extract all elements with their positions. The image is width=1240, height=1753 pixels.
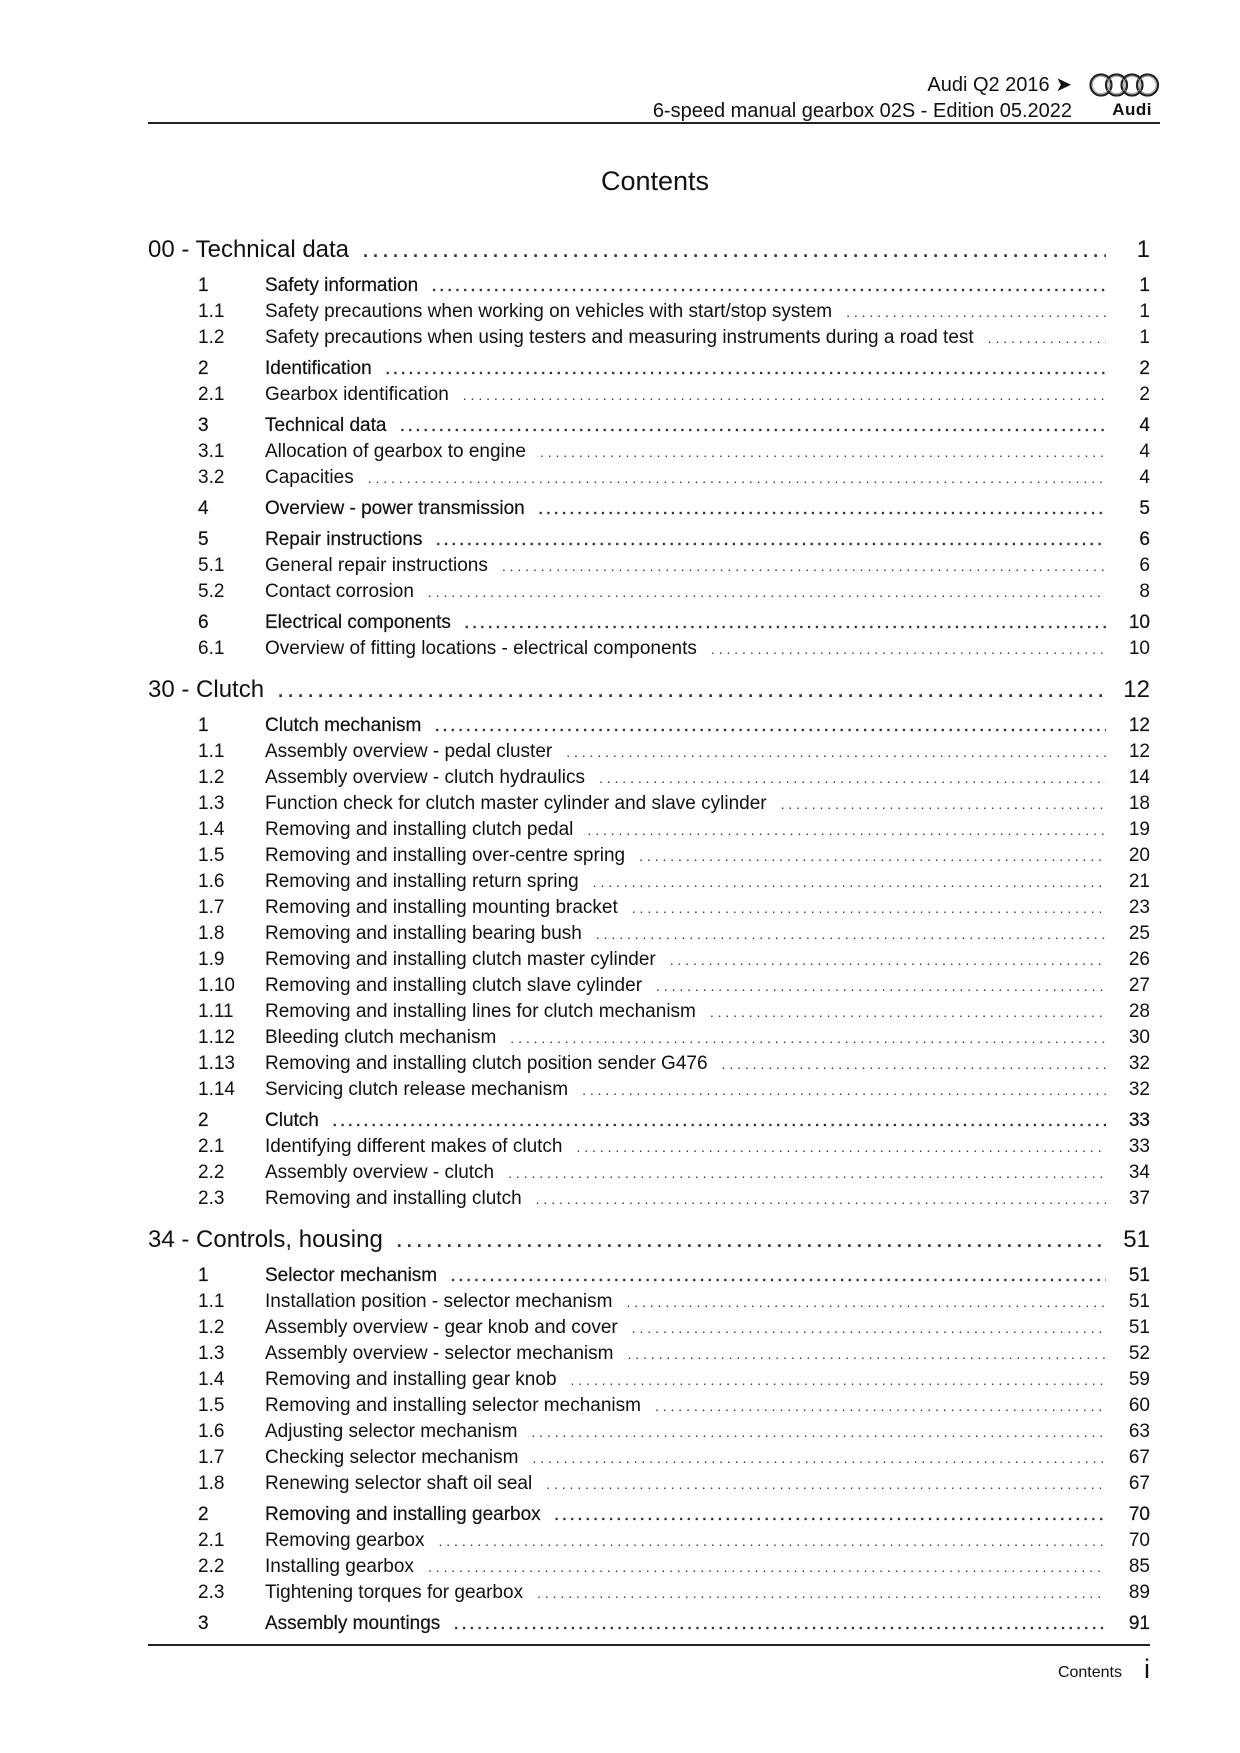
toc-subsection[interactable] [148, 1317, 1150, 1343]
toc-entry-title[interactable]: Overview of fitting locations - electrical components [265, 638, 697, 659]
toc-entry-page[interactable]: 1 [1136, 236, 1150, 263]
toc-entry-title[interactable]: Overview - power transmission [265, 498, 525, 519]
toc-entry-number: 1.2 [198, 327, 225, 348]
audi-wordmark: Audi [1112, 100, 1152, 119]
toc-entry-title[interactable]: Allocation of gearbox to engine [265, 441, 526, 462]
audi-rings-icon [1088, 72, 1160, 100]
toc-entry-title[interactable]: Removing and installing gear knob [265, 1369, 557, 1390]
toc-section[interactable] [148, 275, 1150, 301]
toc-entry-page[interactable]: 1 [1139, 327, 1150, 348]
dot-leader [278, 681, 1106, 702]
toc-entry-page[interactable]: 34 [1128, 1162, 1150, 1183]
toc-entry-page[interactable]: 4 [1139, 467, 1150, 488]
toc-entry-number: 1.3 [198, 793, 225, 814]
toc-entry-page[interactable]: 10 [1128, 638, 1150, 659]
toc-subsection[interactable] [148, 923, 1150, 949]
toc-section[interactable] [148, 498, 1150, 524]
toc-entry-number: 1.1 [198, 741, 225, 762]
toc-entry-title[interactable]: General repair instructions [265, 555, 488, 576]
dot-leader [540, 444, 1106, 460]
dot-leader [566, 744, 1106, 760]
toc-entry-page[interactable]: 51 [1128, 1317, 1150, 1338]
toc-entry-title[interactable]: Identifying different makes of clutch [265, 1136, 563, 1157]
toc-entry-number: 1.4 [198, 819, 225, 840]
footer-label: Contents [1057, 1664, 1122, 1681]
dot-leader [536, 1191, 1106, 1207]
toc-entry-title[interactable]: 30 - Clutch [148, 676, 265, 703]
dot-leader [546, 1476, 1106, 1492]
toc-entry-title[interactable]: Removing and installing clutch master cylinder [265, 949, 656, 970]
toc-subsection[interactable] [148, 871, 1150, 897]
dot-leader [465, 615, 1106, 631]
toc-entry-number: 1.3 [198, 1343, 225, 1364]
toc-entry-number: 1.14 [198, 1079, 235, 1100]
dot-leader [502, 558, 1106, 574]
toc-entry-title[interactable]: Removing and installing clutch pedal [265, 819, 574, 840]
dot-leader [599, 770, 1106, 786]
toc-entry-title[interactable]: Removing and installing clutch position sender G476 [265, 1053, 708, 1074]
dot-leader [436, 532, 1106, 548]
toc-section[interactable] [148, 529, 1150, 555]
toc-entry-page[interactable]: 59 [1128, 1369, 1150, 1390]
dot-leader [656, 978, 1106, 994]
toc-entry-number: 2.1 [198, 384, 225, 405]
toc-section[interactable] [148, 1504, 1150, 1530]
page-title: Contents [600, 166, 710, 196]
toc-entry-number: 5.1 [198, 555, 225, 576]
dot-leader [596, 926, 1106, 942]
toc-entry-page[interactable]: 5 [1139, 498, 1150, 519]
toc-subsection[interactable] [148, 1530, 1150, 1556]
footer-divider [148, 1644, 1150, 1646]
toc-section[interactable] [148, 1265, 1150, 1291]
dot-leader [846, 304, 1106, 320]
toc-subsection[interactable] [148, 1027, 1150, 1053]
toc-entry-number: 1.9 [198, 949, 225, 970]
toc-entry-page[interactable]: 32 [1128, 1079, 1150, 1100]
toc-chapter[interactable] [148, 676, 1150, 710]
toc-entry-page[interactable]: 89 [1128, 1582, 1150, 1603]
dot-leader [454, 1616, 1106, 1632]
toc-entry-title[interactable]: Identification [265, 358, 372, 379]
toc-entry-page[interactable]: 33 [1128, 1110, 1150, 1131]
toc-subsection[interactable] [148, 441, 1150, 467]
toc-subsection[interactable] [148, 1053, 1150, 1079]
toc-entry-number: 1.6 [198, 871, 225, 892]
toc-entry-number: 1.1 [198, 301, 225, 322]
toc-entry-page[interactable]: 10 [1128, 612, 1150, 633]
toc-subsection[interactable] [148, 384, 1150, 410]
dot-leader [710, 1004, 1106, 1020]
toc-subsection[interactable] [148, 327, 1150, 353]
toc-entry-title[interactable]: Assembly overview - pedal cluster [265, 741, 553, 762]
dot-leader [587, 822, 1106, 838]
toc-entry-page[interactable]: 52 [1128, 1343, 1150, 1364]
toc-entry-page[interactable]: 14 [1128, 767, 1150, 788]
toc-entry-page[interactable]: 30 [1128, 1027, 1150, 1048]
dot-leader [632, 1320, 1106, 1336]
toc-subsection[interactable] [148, 581, 1150, 607]
toc-entry-number: 2.1 [198, 1530, 225, 1551]
dot-leader [532, 1450, 1106, 1466]
dot-leader [539, 501, 1106, 517]
toc-section[interactable] [148, 612, 1150, 638]
dot-leader [537, 1585, 1106, 1601]
toc-entry-title[interactable]: Removing and installing mounting bracket [265, 897, 618, 918]
toc-entry-number: 1.5 [198, 1395, 225, 1416]
dot-leader [639, 848, 1106, 864]
toc-subsection[interactable] [148, 1582, 1150, 1608]
toc-entry-number: 1.5 [198, 845, 225, 866]
toc-entry-number: 1.7 [198, 897, 225, 918]
toc-entry-page[interactable]: 6 [1139, 555, 1150, 576]
toc-entry-page[interactable]: 25 [1128, 923, 1150, 944]
dot-leader [386, 361, 1106, 377]
footer-page-number: i [1144, 1654, 1150, 1684]
toc-subsection[interactable] [148, 1162, 1150, 1188]
dot-leader [655, 1398, 1106, 1414]
toc-entry-page[interactable]: 21 [1128, 871, 1150, 892]
toc-subsection[interactable] [148, 793, 1150, 819]
toc-entry-title[interactable]: Removing gearbox [265, 1530, 425, 1551]
toc-subsection[interactable] [148, 819, 1150, 845]
toc-entry-page[interactable]: 67 [1128, 1447, 1150, 1468]
toc-entry-page[interactable]: 18 [1128, 793, 1150, 814]
toc-entry-title[interactable]: 00 - Technical data [148, 236, 350, 263]
toc-chapter[interactable] [148, 236, 1150, 270]
toc-entry-number: 6.1 [198, 638, 225, 659]
dot-leader [582, 1082, 1106, 1098]
toc-entry-number: 1.10 [198, 975, 235, 996]
toc-subsection[interactable] [148, 949, 1150, 975]
toc-entry-page[interactable]: 70 [1128, 1530, 1150, 1551]
toc-entry-title[interactable]: Assembly overview - selector mechanism [265, 1343, 614, 1364]
toc-subsection[interactable] [148, 845, 1150, 871]
toc-entry-title[interactable]: Capacities [265, 467, 354, 488]
dot-leader [555, 1507, 1106, 1523]
dot-leader [438, 1533, 1106, 1549]
toc-entry-title[interactable]: Installing gearbox [265, 1556, 414, 1577]
toc-subsection[interactable] [148, 897, 1150, 923]
toc-entry-title[interactable]: Removing and installing clutch slave cylinder [265, 975, 643, 996]
toc-entry-number: 6 [198, 612, 209, 633]
toc-entry-number: 5 [198, 529, 209, 550]
toc-entry-page[interactable]: 20 [1128, 845, 1150, 866]
toc-entry-title[interactable]: Electrical components [265, 612, 451, 633]
toc-entry-number: 2 [198, 358, 209, 379]
toc-entry-page[interactable]: 91 [1128, 1613, 1150, 1634]
dot-leader [781, 796, 1106, 812]
dot-leader [400, 418, 1106, 434]
toc-entry-title[interactable]: Installation position - selector mechanism [265, 1291, 613, 1312]
toc-subsection[interactable] [148, 1447, 1150, 1473]
dot-leader [711, 641, 1106, 657]
toc-entry-number: 1.8 [198, 1473, 225, 1494]
dot-leader [632, 900, 1106, 916]
toc-entry-page[interactable]: 1 [1139, 275, 1150, 296]
toc-entry-number: 1.2 [198, 1317, 225, 1338]
toc-entry-number: 2.3 [198, 1188, 225, 1209]
toc-subsection[interactable] [148, 1395, 1150, 1421]
toc-entry-title[interactable]: Checking selector mechanism [265, 1447, 519, 1468]
toc-entry-title[interactable]: Servicing clutch release mechanism [265, 1079, 569, 1100]
header-text [653, 72, 1072, 124]
toc-entry-number: 2.3 [198, 1582, 225, 1603]
toc-entry-title[interactable]: Safety precautions when working on vehicles with start/stop system [265, 301, 833, 322]
toc-entry-title[interactable]: Removing and installing clutch [265, 1188, 522, 1209]
dot-leader [428, 584, 1106, 600]
toc-entry-page[interactable]: 19 [1128, 819, 1150, 840]
dot-leader [510, 1030, 1106, 1046]
toc-entry-title[interactable]: Gearbox identification [265, 384, 449, 405]
toc-entry-page[interactable]: 12 [1123, 676, 1150, 703]
dot-leader [531, 1424, 1106, 1440]
toc-entry-title[interactable]: Assembly overview - clutch hydraulics [265, 767, 585, 788]
toc-entry-title[interactable]: Technical data [265, 415, 387, 436]
toc-entry-page[interactable]: 26 [1128, 949, 1150, 970]
toc-subsection[interactable] [148, 467, 1150, 493]
toc-entry-title[interactable]: Assembly overview - clutch [265, 1162, 495, 1183]
toc-entry-title[interactable]: Adjusting selector mechanism [265, 1421, 518, 1442]
toc-entry-page[interactable]: 67 [1128, 1473, 1150, 1494]
toc-subsection[interactable] [148, 1079, 1150, 1105]
toc-entry-number: 2 [198, 1110, 209, 1131]
toc-entry-title[interactable]: Removing and installing return spring [265, 871, 579, 892]
toc-section[interactable] [148, 415, 1150, 441]
toc-entry-page[interactable]: 51 [1128, 1265, 1150, 1286]
dot-leader [670, 952, 1106, 968]
toc-entry-title[interactable]: Removing and installing gearbox [265, 1504, 541, 1525]
toc-subsection[interactable] [148, 767, 1150, 793]
dot-leader [626, 1294, 1106, 1310]
toc-subsection[interactable] [148, 1001, 1150, 1027]
dot-leader [435, 718, 1106, 734]
toc-entry-page[interactable]: 27 [1128, 975, 1150, 996]
dot-leader [593, 874, 1106, 890]
toc-subsection[interactable] [148, 1188, 1150, 1214]
toc-entry-title[interactable]: Selector mechanism [265, 1265, 438, 1286]
dot-leader [451, 1268, 1106, 1284]
toc-entry-page[interactable]: 8 [1139, 581, 1150, 602]
dot-leader [363, 241, 1106, 262]
toc-entry-page[interactable]: 60 [1128, 1395, 1150, 1416]
toc-entry-title[interactable]: Assembly overview - gear knob and cover [265, 1317, 618, 1338]
toc-entry-number: 2.1 [198, 1136, 225, 1157]
toc-subsection[interactable] [148, 975, 1150, 1001]
header-divider [148, 122, 1160, 124]
toc-entry-title[interactable]: Clutch [265, 1110, 319, 1131]
toc-entry-number: 1.8 [198, 923, 225, 944]
toc-entry-number: 1.7 [198, 1447, 225, 1468]
toc-entry-page[interactable]: 23 [1128, 897, 1150, 918]
toc-subsection[interactable] [148, 1421, 1150, 1447]
toc-entry-number: 3.2 [198, 467, 225, 488]
dot-leader [463, 387, 1106, 403]
toc-entry-page[interactable]: 32 [1128, 1053, 1150, 1074]
toc-entry-number: 1 [198, 275, 209, 296]
toc-subsection[interactable] [148, 1291, 1150, 1317]
toc-entry-number: 2 [198, 1504, 209, 1525]
toc-entry-page[interactable]: 51 [1128, 1291, 1150, 1312]
toc-entry-title[interactable]: Clutch mechanism [265, 715, 422, 736]
dot-leader [627, 1346, 1106, 1362]
toc-subsection[interactable] [148, 638, 1150, 664]
toc-subsection[interactable] [148, 1556, 1150, 1582]
dot-leader [333, 1113, 1106, 1129]
toc-subsection[interactable] [148, 301, 1150, 327]
toc-chapter[interactable] [148, 1226, 1150, 1260]
toc-entry-page[interactable]: 6 [1139, 529, 1150, 550]
toc-entry-number: 4 [198, 498, 209, 519]
toc-entry-title[interactable]: Removing and installing selector mechanism [265, 1395, 641, 1416]
toc-section[interactable] [148, 715, 1150, 741]
toc-entry-number: 3 [198, 415, 209, 436]
dot-leader [368, 470, 1106, 486]
toc-entry-title[interactable]: Bleeding clutch mechanism [265, 1027, 497, 1048]
toc-entry-page[interactable]: 2 [1139, 358, 1150, 379]
toc-entry-number: 1.2 [198, 767, 225, 788]
toc-entry-page[interactable]: 4 [1139, 441, 1150, 462]
table-of-contents [148, 236, 1150, 1639]
dot-leader [508, 1165, 1106, 1181]
toc-entry-page[interactable]: 12 [1128, 715, 1150, 736]
toc-entry-page[interactable]: 2 [1139, 384, 1150, 405]
toc-entry-page[interactable]: 33 [1128, 1136, 1150, 1157]
toc-entry-page[interactable]: 4 [1139, 415, 1150, 436]
dot-leader [576, 1139, 1106, 1155]
toc-entry-title[interactable]: Assembly mountings [265, 1613, 441, 1634]
toc-entry-number: 1.6 [198, 1421, 225, 1442]
toc-entry-title[interactable]: Removing and installing bearing bush [265, 923, 582, 944]
toc-subsection[interactable] [148, 1343, 1150, 1369]
toc-entry-page[interactable]: 85 [1128, 1556, 1150, 1577]
dot-leader [432, 278, 1106, 294]
toc-entry-title[interactable]: Safety precautions when using testers and measuring instruments during a road test [265, 327, 974, 348]
toc-entry-number: 1.1 [198, 1291, 225, 1312]
toc-entry-number: 1.13 [198, 1053, 235, 1074]
toc-entry-page[interactable]: 70 [1128, 1504, 1150, 1525]
dot-leader [988, 330, 1106, 346]
toc-entry-number: 2.2 [198, 1162, 225, 1183]
audi-logo [1088, 72, 1160, 118]
toc-entry-page[interactable]: 51 [1123, 1226, 1150, 1253]
toc-section[interactable] [148, 1613, 1150, 1639]
header-subtitle: 6-speed manual gearbox 02S - Edition 05.2022 [652, 100, 1072, 122]
toc-section[interactable] [148, 1110, 1150, 1136]
toc-entry-number: 5.2 [198, 581, 225, 602]
toc-entry-title[interactable]: Renewing selector shaft oil seal [265, 1473, 533, 1494]
toc-entry-number: 1 [198, 715, 209, 736]
toc-entry-title[interactable]: 34 - Controls, housing [148, 1226, 383, 1253]
toc-subsection[interactable] [148, 1369, 1150, 1395]
toc-entry-number: 2.2 [198, 1556, 225, 1577]
toc-entry-title[interactable]: Safety information [265, 275, 419, 296]
toc-entry-number: 1.11 [198, 1001, 234, 1022]
toc-entry-number: 3.1 [198, 441, 225, 462]
toc-entry-page[interactable]: 28 [1128, 1001, 1150, 1022]
toc-entry-title[interactable]: Tightening torques for gearbox [265, 1582, 524, 1603]
toc-entry-page[interactable]: 12 [1128, 741, 1150, 762]
toc-entry-number: 3 [198, 1613, 209, 1634]
toc-entry-title[interactable]: Repair instructions [265, 529, 423, 550]
toc-entry-number: 1.4 [198, 1369, 225, 1390]
toc-section[interactable] [148, 358, 1150, 384]
toc-entry-page[interactable]: 1 [1139, 301, 1150, 322]
header-model: Audi Q2 2016 ➤ [927, 74, 1072, 96]
toc-entry-number: 1 [198, 1265, 209, 1286]
toc-entry-title[interactable]: Removing and installing over-centre spring [265, 845, 626, 866]
page-header [148, 0, 1160, 124]
toc-subsection[interactable] [148, 1136, 1150, 1162]
dot-leader [428, 1559, 1106, 1575]
toc-entry-title[interactable]: Removing and installing lines for clutch mechanism [265, 1001, 696, 1022]
toc-entry-title[interactable]: Contact corrosion [265, 581, 414, 602]
toc-entry-page[interactable]: 63 [1128, 1421, 1150, 1442]
toc-entry-number: 1.12 [198, 1027, 235, 1048]
toc-subsection[interactable] [148, 741, 1150, 767]
dot-leader [397, 1231, 1106, 1252]
toc-entry-title[interactable]: Function check for clutch master cylinder and slave cylinder [265, 793, 767, 814]
toc-subsection[interactable] [148, 555, 1150, 581]
toc-subsection[interactable] [148, 1473, 1150, 1499]
toc-entry-page[interactable]: 37 [1128, 1188, 1150, 1209]
dot-leader [571, 1372, 1106, 1388]
dot-leader [722, 1056, 1106, 1072]
